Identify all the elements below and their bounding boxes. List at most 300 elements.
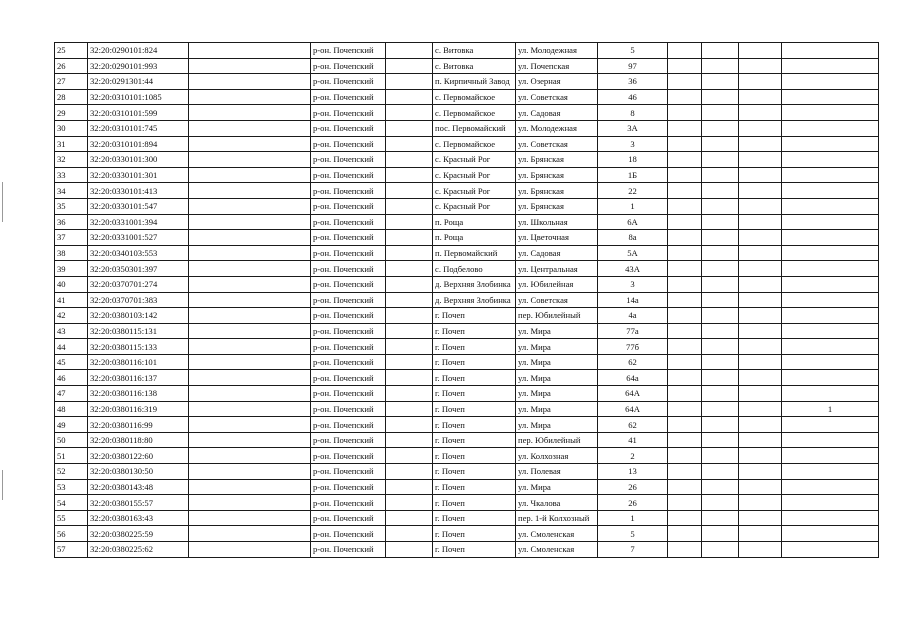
- district-cell: р-он. Почепский: [311, 448, 386, 464]
- empty-cell: [668, 401, 702, 417]
- empty-cell: [386, 323, 433, 339]
- empty-cell: [739, 152, 782, 168]
- street-cell: пер. 1-й Колхозный: [516, 510, 598, 526]
- row-number-cell: 42: [55, 308, 88, 324]
- house-number-cell: 64а: [598, 370, 668, 386]
- house-number-cell: 8: [598, 105, 668, 121]
- settlement-cell: г. Почеп: [433, 339, 516, 355]
- house-number-cell: 7: [598, 542, 668, 558]
- empty-cell: [189, 245, 311, 261]
- extra-value-cell: [782, 167, 879, 183]
- empty-cell: [668, 120, 702, 136]
- row-number-cell: 26: [55, 58, 88, 74]
- empty-cell: [668, 261, 702, 277]
- empty-cell: [739, 58, 782, 74]
- cadastral-number-cell: 32:20:0370701:383: [88, 292, 189, 308]
- empty-cell: [668, 167, 702, 183]
- empty-cell: [189, 120, 311, 136]
- extra-value-cell: [782, 510, 879, 526]
- empty-cell: [668, 183, 702, 199]
- row-number-cell: 32: [55, 152, 88, 168]
- empty-cell: [702, 495, 739, 511]
- table-row: [55, 89, 879, 105]
- empty-cell: [386, 120, 433, 136]
- settlement-cell: г. Почеп: [433, 495, 516, 511]
- house-number-cell: 64А: [598, 386, 668, 402]
- settlement-cell: с. Витовка: [433, 58, 516, 74]
- empty-cell: [386, 526, 433, 542]
- row-number-cell: 56: [55, 526, 88, 542]
- empty-cell: [189, 58, 311, 74]
- house-number-cell: 62: [598, 354, 668, 370]
- empty-cell: [739, 370, 782, 386]
- district-cell: р-он. Почепский: [311, 417, 386, 433]
- district-cell: р-он. Почепский: [311, 386, 386, 402]
- street-cell: ул. Мира: [516, 401, 598, 417]
- house-number-cell: 77б: [598, 339, 668, 355]
- empty-cell: [189, 417, 311, 433]
- cadastral-number-cell: 32:20:0380122:60: [88, 448, 189, 464]
- street-cell: ул. Мира: [516, 354, 598, 370]
- extra-value-cell: [782, 323, 879, 339]
- empty-cell: [668, 214, 702, 230]
- district-cell: р-он. Почепский: [311, 354, 386, 370]
- row-number-cell: 29: [55, 105, 88, 121]
- table-row: [55, 58, 879, 74]
- table-row: [55, 105, 879, 121]
- empty-cell: [668, 276, 702, 292]
- empty-cell: [702, 89, 739, 105]
- empty-cell: [739, 308, 782, 324]
- empty-cell: [189, 401, 311, 417]
- row-number-cell: 34: [55, 183, 88, 199]
- empty-cell: [386, 354, 433, 370]
- extra-value-cell: [782, 448, 879, 464]
- empty-cell: [668, 495, 702, 511]
- cadastral-number-cell: 32:20:0380163:43: [88, 510, 189, 526]
- row-number-cell: 53: [55, 479, 88, 495]
- table-row: [55, 432, 879, 448]
- district-cell: р-он. Почепский: [311, 261, 386, 277]
- settlement-cell: г. Почеп: [433, 308, 516, 324]
- table-row: [55, 136, 879, 152]
- empty-cell: [739, 136, 782, 152]
- table-row: [55, 120, 879, 136]
- settlement-cell: г. Почеп: [433, 401, 516, 417]
- cadastral-number-cell: 32:20:0380115:131: [88, 323, 189, 339]
- empty-cell: [702, 417, 739, 433]
- registry-table: [54, 42, 879, 558]
- empty-cell: [386, 230, 433, 246]
- settlement-cell: г. Почеп: [433, 526, 516, 542]
- settlement-cell: г. Почеп: [433, 432, 516, 448]
- district-cell: р-он. Почепский: [311, 323, 386, 339]
- cadastral-number-cell: 32:20:0331001:394: [88, 214, 189, 230]
- house-number-cell: 22: [598, 183, 668, 199]
- cadastral-number-cell: 32:20:0310101:1085: [88, 89, 189, 105]
- empty-cell: [739, 43, 782, 59]
- row-number-cell: 35: [55, 198, 88, 214]
- extra-value-cell: [782, 120, 879, 136]
- scan-edge-mark: [2, 182, 3, 222]
- row-number-cell: 40: [55, 276, 88, 292]
- row-number-cell: 49: [55, 417, 88, 433]
- empty-cell: [189, 43, 311, 59]
- street-cell: ул. Мира: [516, 417, 598, 433]
- empty-cell: [739, 448, 782, 464]
- house-number-cell: 18: [598, 152, 668, 168]
- empty-cell: [702, 120, 739, 136]
- empty-cell: [189, 89, 311, 105]
- empty-cell: [386, 370, 433, 386]
- empty-cell: [702, 464, 739, 480]
- table-row: [55, 542, 879, 558]
- house-number-cell: 6А: [598, 214, 668, 230]
- table-row: [55, 370, 879, 386]
- empty-cell: [739, 198, 782, 214]
- empty-cell: [739, 417, 782, 433]
- street-cell: ул. Садовая: [516, 105, 598, 121]
- settlement-cell: п. Первомайский: [433, 245, 516, 261]
- district-cell: р-он. Почепский: [311, 214, 386, 230]
- empty-cell: [189, 354, 311, 370]
- cadastral-number-cell: 32:20:0310101:599: [88, 105, 189, 121]
- empty-cell: [668, 152, 702, 168]
- cadastral-number-cell: 32:20:0340103:553: [88, 245, 189, 261]
- district-cell: р-он. Почепский: [311, 74, 386, 90]
- district-cell: р-он. Почепский: [311, 370, 386, 386]
- empty-cell: [189, 339, 311, 355]
- empty-cell: [668, 89, 702, 105]
- extra-value-cell: [782, 432, 879, 448]
- street-cell: ул. Юбилейная: [516, 276, 598, 292]
- house-number-cell: 26: [598, 479, 668, 495]
- settlement-cell: с. Красный Рог: [433, 183, 516, 199]
- empty-cell: [702, 198, 739, 214]
- street-cell: ул. Мира: [516, 323, 598, 339]
- house-number-cell: 62: [598, 417, 668, 433]
- empty-cell: [386, 198, 433, 214]
- street-cell: ул. Смоленская: [516, 542, 598, 558]
- empty-cell: [702, 542, 739, 558]
- empty-cell: [189, 479, 311, 495]
- district-cell: р-он. Почепский: [311, 495, 386, 511]
- empty-cell: [739, 386, 782, 402]
- empty-cell: [189, 198, 311, 214]
- row-number-cell: 30: [55, 120, 88, 136]
- house-number-cell: 3А: [598, 120, 668, 136]
- row-number-cell: 47: [55, 386, 88, 402]
- empty-cell: [189, 526, 311, 542]
- cadastral-number-cell: 32:20:0380116:138: [88, 386, 189, 402]
- settlement-cell: п. Роща: [433, 214, 516, 230]
- empty-cell: [739, 354, 782, 370]
- house-number-cell: 2: [598, 448, 668, 464]
- street-cell: ул. Молодежная: [516, 43, 598, 59]
- empty-cell: [386, 464, 433, 480]
- street-cell: ул. Молодежная: [516, 120, 598, 136]
- empty-cell: [739, 510, 782, 526]
- settlement-cell: с. Подбелово: [433, 261, 516, 277]
- empty-cell: [386, 74, 433, 90]
- table-row: [55, 245, 879, 261]
- table-row: [55, 417, 879, 433]
- district-cell: р-он. Почепский: [311, 526, 386, 542]
- cadastral-number-cell: 32:20:0290101:824: [88, 43, 189, 59]
- extra-value-cell: [782, 198, 879, 214]
- empty-cell: [739, 495, 782, 511]
- empty-cell: [702, 43, 739, 59]
- table-row: [55, 261, 879, 277]
- street-cell: ул. Центральная: [516, 261, 598, 277]
- street-cell: ул. Советская: [516, 136, 598, 152]
- cadastral-number-cell: 32:20:0380116:137: [88, 370, 189, 386]
- empty-cell: [739, 245, 782, 261]
- cadastral-number-cell: 32:20:0310101:745: [88, 120, 189, 136]
- row-number-cell: 36: [55, 214, 88, 230]
- empty-cell: [668, 74, 702, 90]
- extra-value-cell: [782, 214, 879, 230]
- extra-value-cell: [782, 526, 879, 542]
- empty-cell: [739, 230, 782, 246]
- row-number-cell: 51: [55, 448, 88, 464]
- extra-value-cell: [782, 58, 879, 74]
- row-number-cell: 50: [55, 432, 88, 448]
- extra-value-cell: [782, 183, 879, 199]
- empty-cell: [386, 167, 433, 183]
- district-cell: р-он. Почепский: [311, 432, 386, 448]
- district-cell: р-он. Почепский: [311, 198, 386, 214]
- house-number-cell: 43А: [598, 261, 668, 277]
- empty-cell: [189, 214, 311, 230]
- table-row: [55, 386, 879, 402]
- street-cell: ул. Брянская: [516, 183, 598, 199]
- house-number-cell: 14а: [598, 292, 668, 308]
- district-cell: р-он. Почепский: [311, 276, 386, 292]
- extra-value-cell: [782, 386, 879, 402]
- extra-value-cell: [782, 542, 879, 558]
- empty-cell: [668, 58, 702, 74]
- empty-cell: [739, 167, 782, 183]
- empty-cell: [702, 386, 739, 402]
- empty-cell: [386, 58, 433, 74]
- table-row: [55, 74, 879, 90]
- empty-cell: [386, 245, 433, 261]
- house-number-cell: 36: [598, 74, 668, 90]
- table-row: [55, 183, 879, 199]
- empty-cell: [386, 105, 433, 121]
- empty-cell: [739, 339, 782, 355]
- table-row: [55, 198, 879, 214]
- row-number-cell: 37: [55, 230, 88, 246]
- extra-value-cell: [782, 74, 879, 90]
- empty-cell: [189, 230, 311, 246]
- row-number-cell: 27: [55, 74, 88, 90]
- empty-cell: [386, 261, 433, 277]
- settlement-cell: г. Почеп: [433, 354, 516, 370]
- street-cell: ул. Мира: [516, 479, 598, 495]
- empty-cell: [702, 58, 739, 74]
- empty-cell: [386, 479, 433, 495]
- extra-value-cell: [782, 89, 879, 105]
- house-number-cell: 46: [598, 89, 668, 105]
- empty-cell: [668, 464, 702, 480]
- district-cell: р-он. Почепский: [311, 89, 386, 105]
- street-cell: ул. Советская: [516, 89, 598, 105]
- empty-cell: [386, 136, 433, 152]
- empty-cell: [702, 370, 739, 386]
- house-number-cell: 41: [598, 432, 668, 448]
- row-number-cell: 33: [55, 167, 88, 183]
- row-number-cell: 55: [55, 510, 88, 526]
- empty-cell: [386, 183, 433, 199]
- extra-value-cell: [782, 308, 879, 324]
- empty-cell: [702, 401, 739, 417]
- empty-cell: [702, 323, 739, 339]
- settlement-cell: с. Первомайское: [433, 105, 516, 121]
- empty-cell: [739, 105, 782, 121]
- street-cell: ул. Смоленская: [516, 526, 598, 542]
- extra-value-cell: [782, 136, 879, 152]
- street-cell: ул. Мира: [516, 339, 598, 355]
- empty-cell: [702, 261, 739, 277]
- row-number-cell: 57: [55, 542, 88, 558]
- empty-cell: [386, 276, 433, 292]
- table-row: [55, 526, 879, 542]
- empty-cell: [702, 308, 739, 324]
- empty-cell: [702, 479, 739, 495]
- district-cell: р-он. Почепский: [311, 479, 386, 495]
- empty-cell: [189, 261, 311, 277]
- cadastral-number-cell: 32:20:0380225:62: [88, 542, 189, 558]
- street-cell: ул. Цветочная: [516, 230, 598, 246]
- district-cell: р-он. Почепский: [311, 120, 386, 136]
- empty-cell: [386, 386, 433, 402]
- empty-cell: [739, 479, 782, 495]
- table-row: [55, 495, 879, 511]
- district-cell: р-он. Почепский: [311, 152, 386, 168]
- table-row: [55, 464, 879, 480]
- empty-cell: [702, 432, 739, 448]
- empty-cell: [702, 526, 739, 542]
- row-number-cell: 46: [55, 370, 88, 386]
- empty-cell: [739, 120, 782, 136]
- settlement-cell: г. Почеп: [433, 464, 516, 480]
- empty-cell: [702, 276, 739, 292]
- district-cell: р-он. Почепский: [311, 136, 386, 152]
- empty-cell: [668, 386, 702, 402]
- cadastral-number-cell: 32:20:0380118:80: [88, 432, 189, 448]
- empty-cell: [668, 198, 702, 214]
- cadastral-number-cell: 32:20:0291301:44: [88, 74, 189, 90]
- table-row: [55, 308, 879, 324]
- empty-cell: [668, 417, 702, 433]
- street-cell: ул. Брянская: [516, 167, 598, 183]
- empty-cell: [386, 448, 433, 464]
- empty-cell: [668, 308, 702, 324]
- district-cell: р-он. Почепский: [311, 245, 386, 261]
- row-number-cell: 39: [55, 261, 88, 277]
- cadastral-number-cell: 32:20:0330101:413: [88, 183, 189, 199]
- settlement-cell: с. Первомайское: [433, 136, 516, 152]
- table-row: [55, 214, 879, 230]
- empty-cell: [386, 308, 433, 324]
- empty-cell: [189, 136, 311, 152]
- empty-cell: [702, 152, 739, 168]
- cadastral-number-cell: 32:20:0330101:547: [88, 198, 189, 214]
- empty-cell: [702, 448, 739, 464]
- table-row: [55, 401, 879, 417]
- table-row: [55, 323, 879, 339]
- empty-cell: [668, 354, 702, 370]
- cadastral-number-cell: 32:20:0370701:274: [88, 276, 189, 292]
- settlement-cell: г. Почеп: [433, 510, 516, 526]
- house-number-cell: 13: [598, 464, 668, 480]
- cadastral-number-cell: 32:20:0290101:993: [88, 58, 189, 74]
- empty-cell: [739, 74, 782, 90]
- row-number-cell: 25: [55, 43, 88, 59]
- settlement-cell: с. Первомайское: [433, 89, 516, 105]
- extra-value-cell: [782, 370, 879, 386]
- street-cell: ул. Колхозная: [516, 448, 598, 464]
- extra-value-cell: [782, 276, 879, 292]
- empty-cell: [189, 308, 311, 324]
- empty-cell: [668, 526, 702, 542]
- house-number-cell: 5: [598, 526, 668, 542]
- empty-cell: [668, 105, 702, 121]
- empty-cell: [702, 245, 739, 261]
- cadastral-number-cell: 32:20:0310101:894: [88, 136, 189, 152]
- empty-cell: [189, 542, 311, 558]
- empty-cell: [668, 43, 702, 59]
- empty-cell: [386, 292, 433, 308]
- empty-cell: [668, 542, 702, 558]
- empty-cell: [702, 183, 739, 199]
- empty-cell: [668, 510, 702, 526]
- cadastral-number-cell: 32:20:0380116:101: [88, 354, 189, 370]
- empty-cell: [668, 479, 702, 495]
- scan-edge-mark: [2, 470, 3, 500]
- empty-cell: [702, 292, 739, 308]
- house-number-cell: 1: [598, 510, 668, 526]
- district-cell: р-он. Почепский: [311, 510, 386, 526]
- empty-cell: [386, 214, 433, 230]
- table-row: [55, 167, 879, 183]
- empty-cell: [189, 105, 311, 121]
- cadastral-number-cell: 32:20:0330101:300: [88, 152, 189, 168]
- house-number-cell: 3: [598, 276, 668, 292]
- cadastral-number-cell: 32:20:0380116:99: [88, 417, 189, 433]
- empty-cell: [739, 214, 782, 230]
- table-row: [55, 276, 879, 292]
- street-cell: ул. Школьная: [516, 214, 598, 230]
- empty-cell: [189, 292, 311, 308]
- district-cell: р-он. Почепский: [311, 464, 386, 480]
- street-cell: ул. Брянская: [516, 152, 598, 168]
- table-row: [55, 510, 879, 526]
- settlement-cell: д. Верхняя Злобинка: [433, 276, 516, 292]
- settlement-cell: г. Почеп: [433, 448, 516, 464]
- extra-value-cell: [782, 464, 879, 480]
- cadastral-number-cell: 32:20:0380155:57: [88, 495, 189, 511]
- extra-value-cell: [782, 354, 879, 370]
- extra-value-cell: [782, 292, 879, 308]
- empty-cell: [739, 401, 782, 417]
- empty-cell: [386, 401, 433, 417]
- district-cell: р-он. Почепский: [311, 58, 386, 74]
- house-number-cell: 5: [598, 43, 668, 59]
- house-number-cell: 97: [598, 58, 668, 74]
